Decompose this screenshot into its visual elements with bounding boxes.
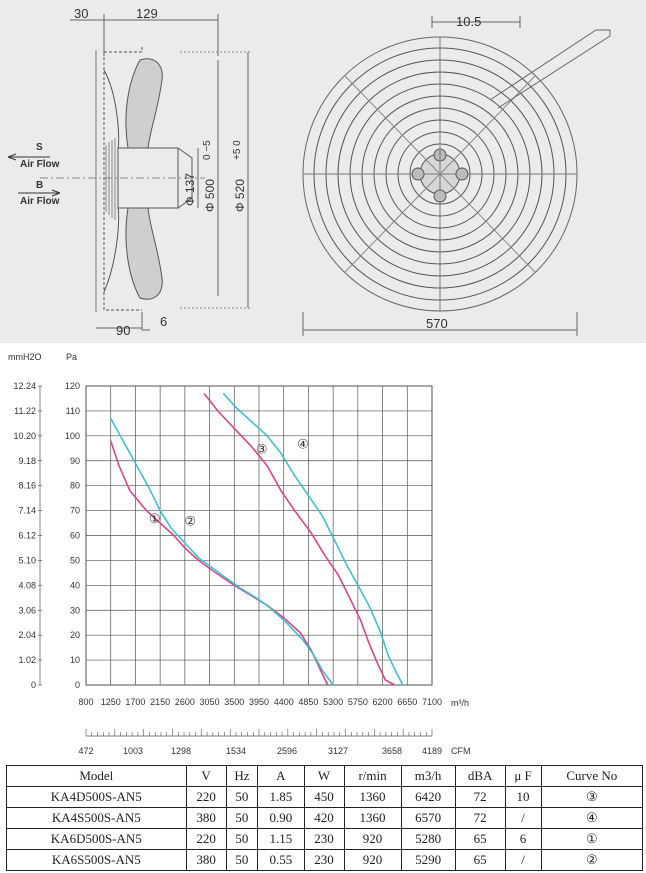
cfm-scale: [78, 729, 442, 756]
table-cell: 5280: [401, 829, 455, 850]
cfm-tick-label: 1298: [170, 746, 192, 756]
table-cell: ①: [541, 829, 642, 850]
y-tick-pa: 60: [69, 530, 80, 541]
y-tick-mmh2o: 4.08: [18, 580, 36, 591]
table-cell: 920: [344, 850, 401, 871]
dim-top-depth: 129: [136, 6, 158, 21]
y-tick-pa: 40: [69, 580, 80, 591]
table-cell: 50: [226, 808, 258, 829]
x-tick-label: 4400: [273, 697, 294, 707]
dia-guard: Φ 520: [233, 179, 247, 212]
y-tick-pa: 80: [69, 480, 80, 491]
airflow-s-label: Air Flow: [20, 159, 60, 170]
dim-bottom-right: 6: [160, 314, 168, 329]
curve-label-3: ③: [255, 442, 268, 458]
dim-width: 570: [426, 316, 448, 331]
table-row: [7, 829, 643, 850]
x-tick-label: 2600: [174, 697, 195, 707]
cfm-tick-label: 1534: [225, 746, 247, 756]
y-tick-pa: 30: [69, 605, 80, 616]
y-tick-pa: 20: [69, 630, 80, 641]
x-tick-label: 800: [78, 697, 94, 707]
y-tick-pa: 90: [69, 455, 80, 466]
cfm-tick-label: 2596: [276, 746, 298, 756]
x-tick-label: 5300: [323, 697, 344, 707]
y-tick-mmh2o: 10.20: [13, 430, 36, 441]
x-tick-label: 2150: [150, 697, 171, 707]
blade-bottom: [126, 208, 162, 299]
table-cell: 1.85: [258, 787, 304, 808]
blade-top: [126, 59, 162, 148]
airflow-b-label: Air Flow: [20, 196, 60, 207]
dia-guard-tol: +5 0: [232, 140, 243, 160]
curve-label-4: ④: [297, 437, 309, 453]
table-cell: 220: [186, 787, 226, 808]
chart-series: [111, 394, 403, 686]
dim-top-left: 30: [74, 6, 89, 21]
cfm-tick-label: 472: [78, 746, 94, 756]
dia-hub-tol: 0 −5: [202, 140, 213, 160]
cfm-tick-label: 3127: [327, 746, 349, 756]
table-cell: 230: [304, 829, 344, 850]
table-header-row: [7, 766, 643, 787]
table-body: [7, 787, 643, 871]
y-tick-mmh2o: 8.16: [18, 480, 36, 491]
table-cell: 380: [186, 850, 226, 871]
performance-chart: [0, 343, 646, 765]
y-tick-pa: 70: [69, 505, 80, 516]
cfm-tick-label: 1003: [122, 746, 144, 756]
table-cell: 6570: [401, 808, 455, 829]
x-tick-labels: [78, 697, 442, 707]
table-header-cell: V: [186, 766, 226, 787]
table-cell: 450: [304, 787, 344, 808]
curve-labels: [149, 437, 309, 529]
table-cell: 0.90: [258, 808, 304, 829]
x-tick-label: 6200: [372, 697, 393, 707]
y-tick-mmh2o: 7.14: [18, 505, 36, 516]
table-header-cell: Model: [7, 766, 187, 787]
y-tick-pa: 50: [69, 555, 80, 566]
y-tick-pa: 0: [74, 680, 80, 690]
table-cell: 1360: [344, 787, 401, 808]
dim-bracket: 10.5: [456, 14, 482, 29]
table-cell: 65: [455, 829, 505, 850]
table-cell: 72: [455, 808, 505, 829]
table-cell: 72: [455, 787, 505, 808]
x-tick-label: 3500: [224, 697, 245, 707]
x-tick-label: 1250: [100, 697, 121, 707]
y-tick-mmh2o: 6.12: [18, 530, 36, 541]
airflow-s: S: [36, 142, 43, 153]
table-row: [7, 850, 643, 871]
cfm-tick-label: 4189: [421, 746, 443, 756]
table-cell: 50: [226, 850, 258, 871]
table-cell: 6420: [401, 787, 455, 808]
airflow-b: B: [36, 180, 44, 191]
x-tick-label: 7100: [421, 697, 443, 707]
table-cell: 1.15: [258, 829, 304, 850]
table-cell: 420: [304, 808, 344, 829]
curve-label-2: ②: [184, 514, 197, 530]
table-cell: 920: [344, 829, 401, 850]
y-tick-pa: 110: [65, 405, 80, 416]
table-cell: 380: [186, 808, 226, 829]
y-right-unit: Pa: [66, 352, 78, 362]
x-tick-label: 3050: [199, 697, 220, 707]
table-header-cell: W: [304, 766, 344, 787]
table-cell: KA6S500S-AN5: [7, 850, 187, 871]
table-cell: /: [505, 808, 541, 829]
table-cell: 5290: [401, 850, 455, 871]
table-header-cell: r/min: [344, 766, 401, 787]
y-tick-mmh2o: 1.02: [18, 655, 36, 666]
table-header-cell: dBA: [455, 766, 505, 787]
y-tick-pa: 100: [64, 430, 80, 441]
series-curve-2: [111, 418, 333, 685]
fan-drawing: [0, 0, 646, 343]
table-cell: 220: [186, 829, 226, 850]
table-cell: KA4D500S-AN5: [7, 787, 187, 808]
table-cell: 65: [455, 850, 505, 871]
y-tick-mmh2o: 2.04: [18, 630, 36, 641]
y-tick-mmh2o: 9.18: [18, 455, 36, 466]
table-cell: 50: [226, 829, 258, 850]
y-tick-mmh2o: 0: [30, 680, 36, 690]
drawing-panel: [0, 0, 646, 343]
y-tick-pa: 10: [69, 655, 80, 666]
table-header-cell: Curve No: [541, 766, 642, 787]
x-tick-label: 3950: [248, 697, 270, 707]
dia-blade: Φ 500: [203, 179, 217, 212]
table-row: [7, 787, 643, 808]
table-cell: KA6D500S-AN5: [7, 829, 187, 850]
curve-label-1: ①: [148, 512, 161, 528]
table-cell: KA4S500S-AN5: [7, 808, 187, 829]
table-cell: /: [505, 850, 541, 871]
table-cell: 1360: [344, 808, 401, 829]
spec-table: [6, 765, 643, 871]
table-cell: 230: [304, 850, 344, 871]
cfm-tick-label: 3658: [381, 746, 403, 756]
table-cell: ④: [541, 808, 642, 829]
y-tick-mmh2o: 11.22: [14, 405, 36, 416]
y-tick-mmh2o: 12.24: [13, 381, 36, 391]
y-left-unit: mmH2O: [8, 352, 42, 362]
y-tick-pa: 120: [64, 381, 80, 391]
dim-bottom-left: 90: [116, 323, 131, 338]
table-header-cell: Hz: [226, 766, 258, 787]
table-header-cell: A: [258, 766, 304, 787]
table-cell: ③: [541, 787, 642, 808]
x-tick-label: 1700: [125, 697, 146, 707]
cfm-unit: CFM: [451, 746, 471, 756]
y-tick-mmh2o: 5.10: [18, 555, 36, 566]
x-tick-label: 4850: [298, 697, 319, 707]
chart-grid: [86, 386, 432, 685]
x-tick-label: 5750: [347, 697, 368, 707]
table-row: [7, 808, 643, 829]
dia-hub: Φ 137: [183, 173, 197, 206]
table-cell: 50: [226, 787, 258, 808]
table-cell: ②: [541, 850, 642, 871]
table-header-cell: μ F: [505, 766, 541, 787]
y-tick-mmh2o: 3.06: [18, 605, 36, 616]
table-cell: 0.55: [258, 850, 304, 871]
series-curve-4: [223, 394, 403, 686]
table-header-cell: m3/h: [401, 766, 455, 787]
table-cell: 6: [505, 829, 541, 850]
y-tick-labels: [13, 381, 80, 690]
table-cell: 10: [505, 787, 541, 808]
x-axis-unit: m³/h: [451, 698, 469, 708]
x-tick-label: 6650: [397, 697, 418, 707]
